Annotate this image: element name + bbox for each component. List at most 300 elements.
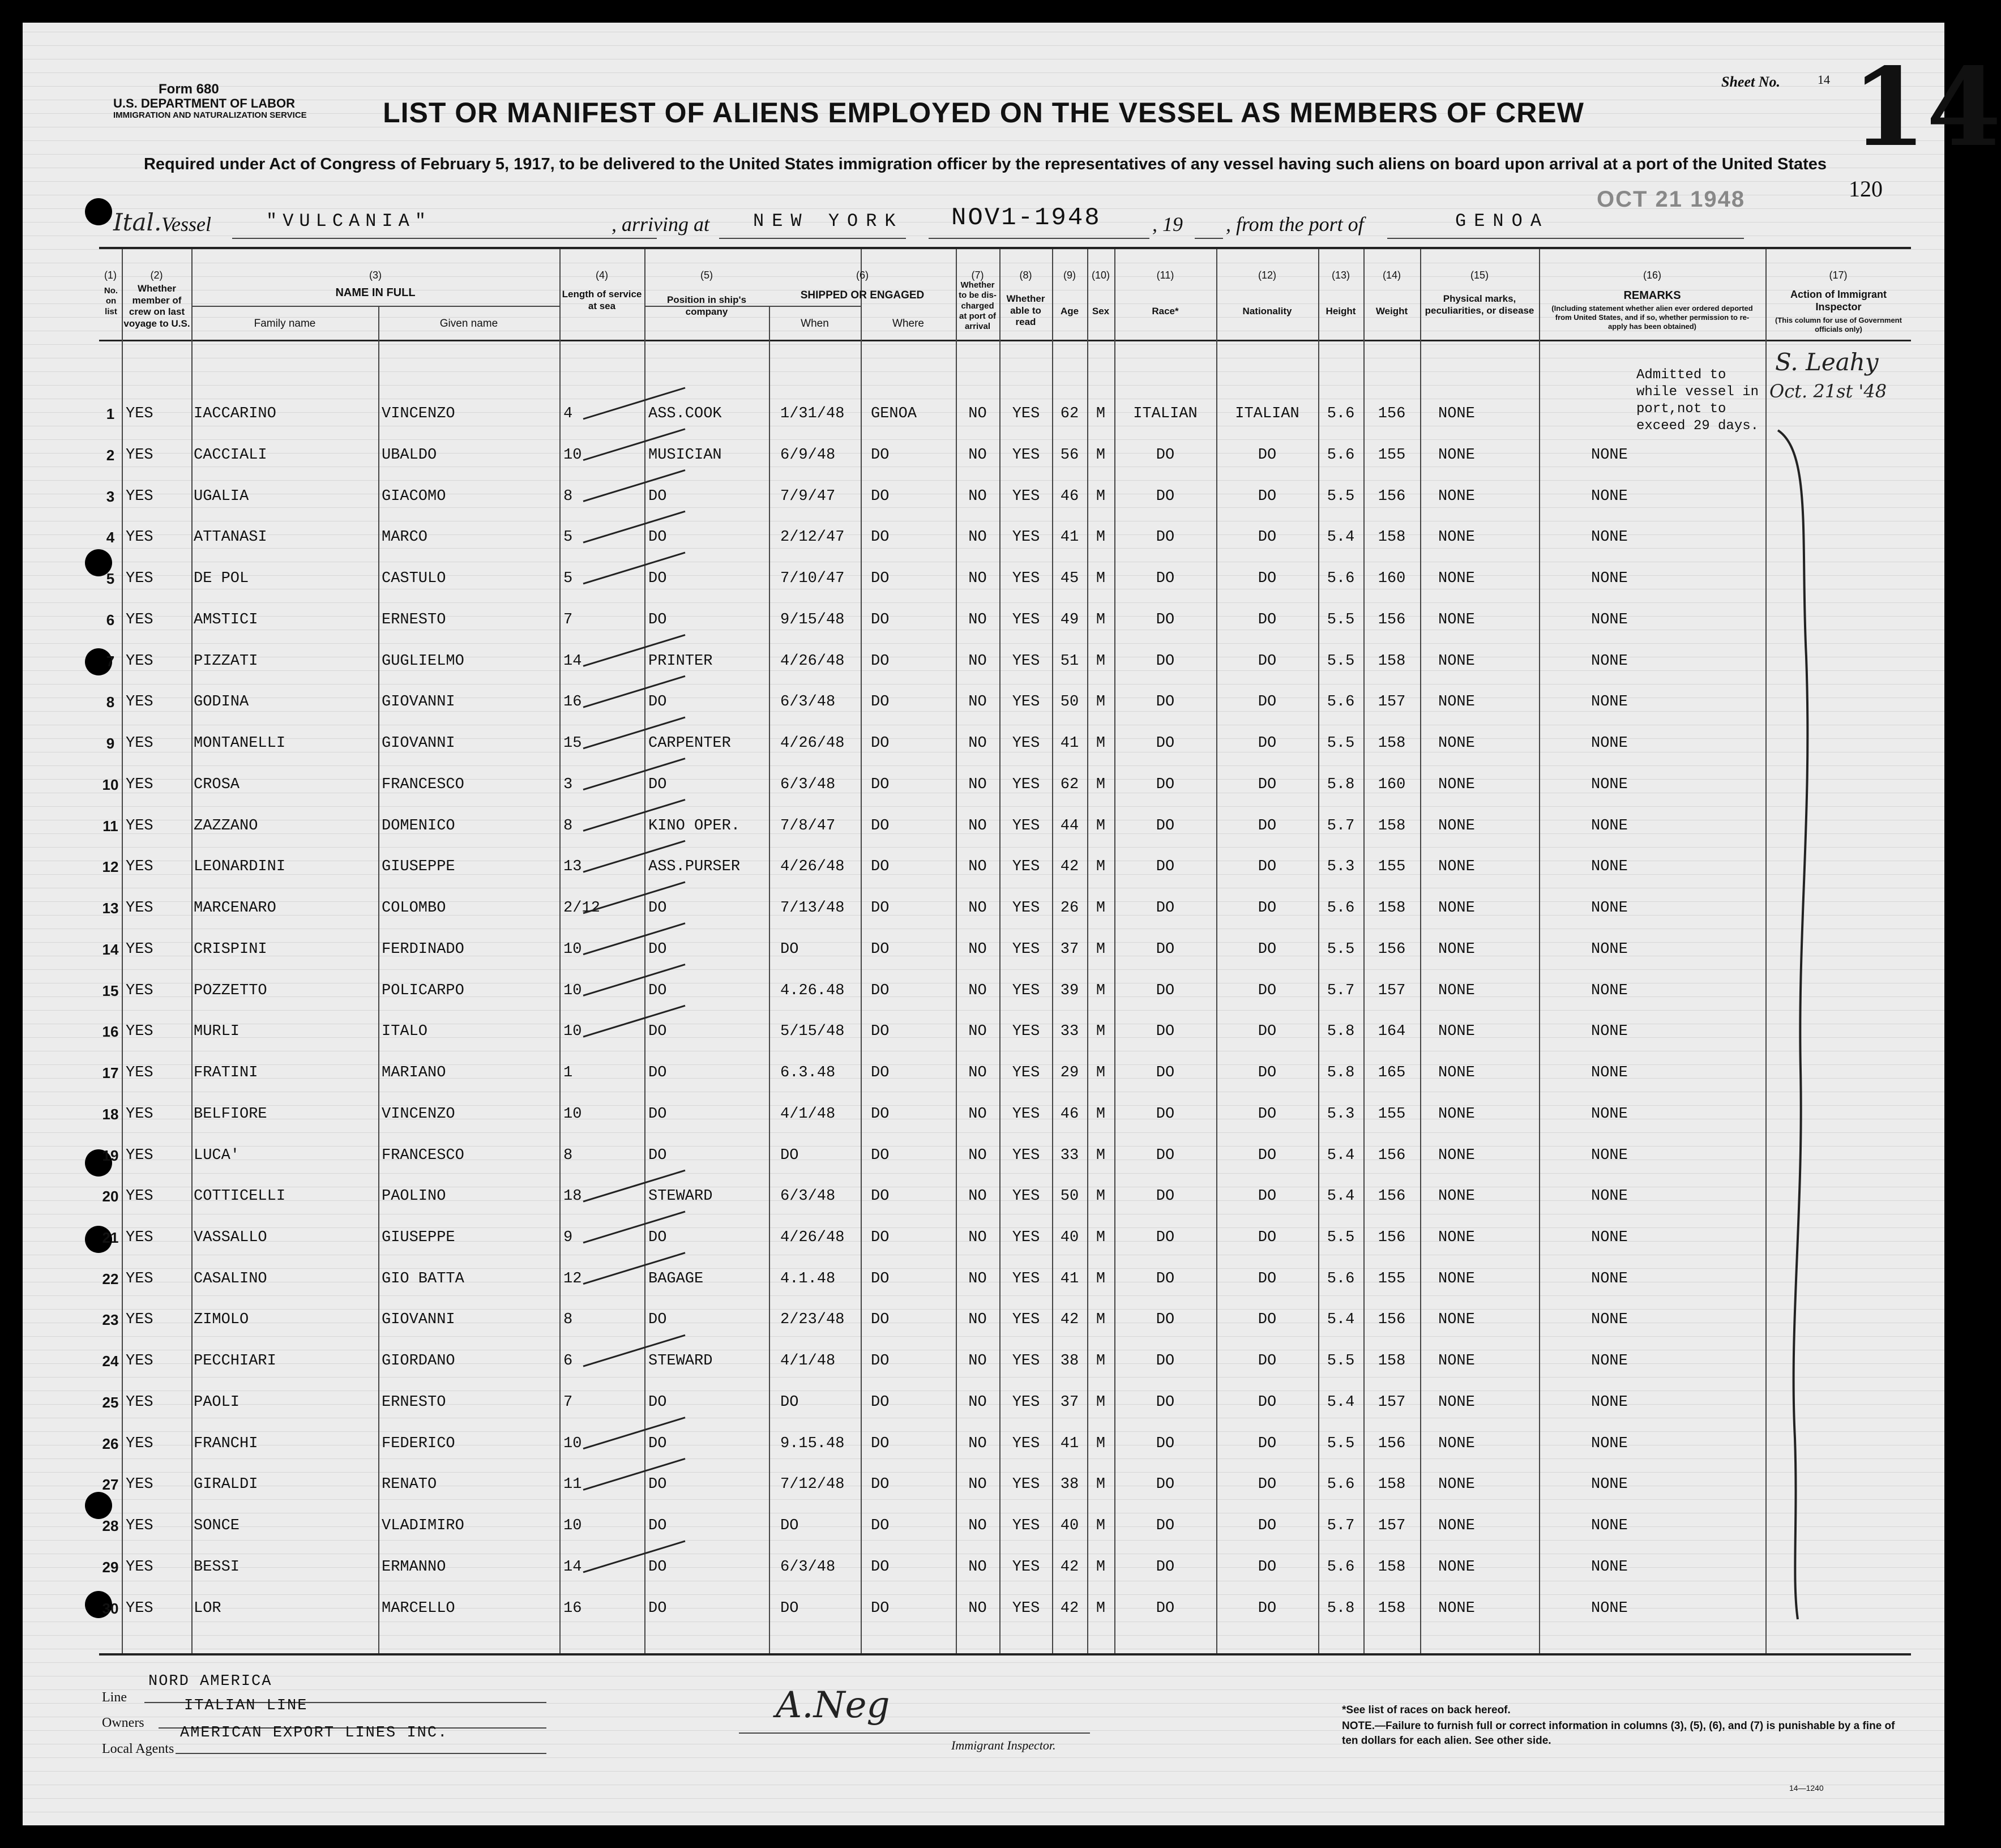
cell-given-name: VINCENZO [382, 405, 455, 422]
cell-family-name: FRATINI [194, 1064, 258, 1081]
cell-physical-marks: NONE [1438, 1229, 1475, 1246]
header-remarks: REMARKS [1623, 289, 1681, 302]
cell-family-name: BESSI [194, 1558, 240, 1576]
cell-service-length: 12 [563, 1270, 582, 1287]
cell-remarks: NONE [1591, 1353, 1628, 1370]
cell-sex: M [1096, 1023, 1106, 1041]
header-age: Age [1060, 306, 1079, 316]
cell-physical-marks: NONE [1438, 817, 1475, 835]
cell-remarks: NONE [1591, 487, 1628, 505]
cell-weight: 156 [1378, 405, 1406, 422]
cell-shipped-when: 6/3/48 [780, 1558, 836, 1576]
cell-discharged: NO [968, 817, 987, 835]
cell-number: 29 [102, 1558, 119, 1576]
cell-height: 5.7 [1327, 982, 1355, 999]
cell-family-name: ZAZZANO [194, 817, 258, 835]
cell-number: 3 [106, 487, 115, 505]
cell-last-voyage: YES [126, 405, 153, 422]
check-mark [583, 964, 685, 995]
cell-sex: M [1096, 940, 1106, 958]
cell-number: 15 [102, 982, 119, 999]
cell-sex: M [1096, 1599, 1106, 1617]
cell-race: DO [1156, 1105, 1175, 1123]
cell-physical-marks: NONE [1438, 529, 1475, 546]
cell-sex: M [1096, 529, 1106, 546]
cell-number: 18 [102, 1105, 119, 1123]
cell-able-to-read: YES [1012, 817, 1040, 835]
cell-remarks: NONE [1591, 1599, 1628, 1617]
cell-number: 7 [106, 652, 115, 670]
cell-nationality: DO [1258, 611, 1277, 628]
cell-number: 28 [102, 1517, 119, 1535]
cell-position: KINO OPER. [648, 817, 741, 835]
cell-weight: 158 [1378, 900, 1406, 917]
cell-sex: M [1096, 1435, 1106, 1452]
cell-remarks: NONE [1591, 1229, 1628, 1246]
departure-port: GENOA [1455, 211, 1550, 232]
cell-discharged: NO [968, 1393, 987, 1411]
cell-remarks: NONE [1591, 1064, 1628, 1081]
cell-service-length: 1 [563, 1064, 573, 1081]
cell-remarks: NONE [1591, 776, 1628, 793]
cell-last-voyage: YES [126, 694, 153, 711]
cell-discharged: NO [968, 1558, 987, 1576]
column-number: (13) [1331, 270, 1350, 281]
table-row [23, 767, 1944, 801]
cell-given-name: GUGLIELMO [382, 652, 464, 670]
cell-number: 20 [102, 1188, 119, 1205]
inspector-initials: S. Leahy [1775, 348, 1879, 376]
cell-position: DO [648, 1435, 667, 1452]
cell-race: DO [1156, 776, 1175, 793]
cell-discharged: NO [968, 1105, 987, 1123]
cell-number: 4 [106, 529, 115, 546]
cell-last-voyage: YES [126, 940, 153, 958]
cell-family-name: PECCHIARI [194, 1353, 276, 1370]
cell-able-to-read: YES [1012, 446, 1040, 464]
cell-physical-marks: NONE [1438, 1353, 1475, 1370]
check-mark [583, 553, 685, 584]
cell-number: 1 [106, 405, 115, 422]
page-subtitle: Required under Act of Congress of February 5, 1917, to be delivered to the United States immigration officer by the representatives of any vessel having such aliens on board upon arrival at a port of the United States [143, 155, 1827, 173]
cell-shipped-where: DO [871, 1517, 890, 1535]
cell-service-length: 8 [563, 1147, 573, 1164]
cell-number: 27 [102, 1476, 119, 1494]
cell-last-voyage: YES [126, 735, 153, 752]
cell-service-length: 10 [563, 1517, 582, 1535]
cell-last-voyage: YES [126, 1558, 153, 1576]
cell-last-voyage: YES [126, 1353, 153, 1370]
check-mark [583, 1335, 685, 1366]
cell-nationality: ITALIAN [1235, 405, 1299, 422]
cell-age: 42 [1060, 1558, 1079, 1576]
cell-family-name: BELFIORE [194, 1105, 267, 1123]
cell-position: DO [648, 900, 667, 917]
cell-service-length: 10 [563, 982, 582, 999]
header-no-on-list: No. on list [104, 286, 118, 316]
cell-family-name: CACCIALI [194, 446, 267, 464]
cell-shipped-where: DO [871, 817, 890, 835]
cell-last-voyage: YES [126, 1147, 153, 1164]
cell-service-length: 10 [563, 1435, 582, 1452]
cell-discharged: NO [968, 1229, 987, 1246]
cell-service-length: 8 [563, 487, 573, 505]
cell-race: DO [1156, 529, 1175, 546]
check-mark [583, 1170, 685, 1201]
cell-shipped-where: DO [871, 1476, 890, 1494]
cell-height: 5.5 [1327, 1435, 1355, 1452]
cell-last-voyage: YES [126, 1064, 153, 1081]
cell-position: STEWARD [648, 1353, 713, 1370]
cell-weight: 155 [1378, 858, 1406, 876]
cell-able-to-read: YES [1012, 1188, 1040, 1205]
cell-service-length: 7 [563, 611, 573, 628]
owners-label: Owners [102, 1716, 144, 1730]
cell-remarks: NONE [1591, 1393, 1628, 1411]
cell-service-length: 14 [563, 652, 582, 670]
cell-shipped-where: GENOA [871, 405, 917, 422]
check-mark [583, 759, 685, 790]
cell-shipped-where: DO [871, 694, 890, 711]
cell-sex: M [1096, 817, 1106, 835]
cell-remarks: NONE [1591, 652, 1628, 670]
cell-sex: M [1096, 1105, 1106, 1123]
cell-given-name: ERNESTO [382, 611, 446, 628]
cell-physical-marks: NONE [1438, 1599, 1475, 1617]
column-number: (2) [150, 270, 163, 281]
cell-given-name: COLOMBO [382, 900, 446, 917]
cell-height: 5.6 [1327, 1558, 1355, 1576]
cell-height: 5.6 [1327, 1270, 1355, 1287]
table-row [23, 1344, 1944, 1378]
cell-weight: 155 [1378, 1105, 1406, 1123]
cell-race: DO [1156, 1353, 1175, 1370]
cell-age: 40 [1060, 1229, 1079, 1246]
cell-given-name: MARCELLO [382, 1599, 455, 1617]
sheet-number-small: 14 [1818, 72, 1830, 87]
cell-race: DO [1156, 735, 1175, 752]
cell-race: DO [1156, 940, 1175, 958]
cell-remarks: NONE [1591, 570, 1628, 587]
cell-shipped-when: 6/3/48 [780, 1188, 836, 1205]
cell-sex: M [1096, 652, 1106, 670]
cell-nationality: DO [1258, 1270, 1277, 1287]
form-code: 14—1240 [1789, 1783, 1824, 1793]
cell-shipped-when: 2/12/47 [780, 529, 845, 546]
cell-nationality: DO [1258, 940, 1277, 958]
cell-height: 5.4 [1327, 1311, 1355, 1329]
cell-nationality: DO [1258, 1517, 1277, 1535]
cell-race: DO [1156, 1558, 1175, 1576]
cell-race: DO [1156, 1393, 1175, 1411]
cell-able-to-read: YES [1012, 940, 1040, 958]
cell-race: ITALIAN [1133, 405, 1198, 422]
cell-given-name: GIOVANNI [382, 1311, 455, 1329]
cell-nationality: DO [1258, 1023, 1277, 1041]
cell-shipped-where: DO [871, 982, 890, 999]
cell-age: 45 [1060, 570, 1079, 587]
cell-physical-marks: NONE [1438, 570, 1475, 587]
cell-family-name: GODINA [194, 694, 249, 711]
line-label: Line [102, 1690, 127, 1705]
cell-height: 5.6 [1327, 405, 1355, 422]
header-where: Where [892, 318, 924, 330]
cell-given-name: FEDERICO [382, 1435, 455, 1452]
cell-remarks: NONE [1591, 1476, 1628, 1494]
cell-family-name: PAOLI [194, 1393, 240, 1411]
date-stamp: OCT 21 1948 [1597, 187, 1746, 212]
cell-physical-marks: NONE [1438, 694, 1475, 711]
cell-discharged: NO [968, 611, 987, 628]
cell-physical-marks: NONE [1438, 1105, 1475, 1123]
cell-last-voyage: YES [126, 817, 153, 835]
cell-physical-marks: NONE [1438, 446, 1475, 464]
cell-position: DO [648, 1023, 667, 1041]
cell-nationality: DO [1258, 1188, 1277, 1205]
cell-family-name: CRISPINI [194, 940, 267, 958]
cell-age: 33 [1060, 1147, 1079, 1164]
cell-nationality: DO [1258, 1599, 1277, 1617]
cell-age: 33 [1060, 1023, 1079, 1041]
cell-service-length: 7 [563, 1393, 573, 1411]
cell-age: 50 [1060, 1188, 1079, 1205]
cell-shipped-when: 4/26/48 [780, 735, 845, 752]
cell-shipped-when: DO [780, 1147, 799, 1164]
cell-shipped-when: 4/1/48 [780, 1105, 836, 1123]
cell-given-name: ERNESTO [382, 1393, 446, 1411]
cell-given-name: ITALO [382, 1023, 428, 1041]
cell-number: 13 [102, 900, 119, 917]
cell-remarks: NONE [1591, 735, 1628, 752]
header-weight: Weight [1375, 306, 1408, 316]
table-row [23, 1591, 1944, 1625]
header-height: Height [1326, 306, 1356, 316]
cell-shipped-when: 7/10/47 [780, 570, 845, 587]
cell-last-voyage: YES [126, 1229, 153, 1246]
cell-age: 29 [1060, 1064, 1079, 1081]
cell-nationality: DO [1258, 446, 1277, 464]
cell-remarks: NONE [1591, 694, 1628, 711]
cell-given-name: VINCENZO [382, 1105, 455, 1123]
cell-shipped-where: DO [871, 1435, 890, 1452]
cell-sex: M [1096, 982, 1106, 999]
cell-height: 5.4 [1327, 1188, 1355, 1205]
cell-remarks: NONE [1591, 858, 1628, 876]
header-discharged: Whether to be dis-charged at port of arrival [959, 280, 997, 332]
cell-family-name: IACCARINO [194, 405, 276, 422]
table-row [23, 1014, 1944, 1048]
cell-height: 5.3 [1327, 1105, 1355, 1123]
cell-physical-marks: NONE [1438, 487, 1475, 505]
cell-remarks: NONE [1591, 1188, 1628, 1205]
cell-weight: 156 [1378, 1229, 1406, 1246]
table-row [23, 973, 1944, 1007]
cell-number: 11 [102, 817, 118, 835]
cell-discharged: NO [968, 982, 987, 999]
cell-shipped-when: 6/3/48 [780, 776, 836, 793]
cell-age: 41 [1060, 529, 1079, 546]
cell-last-voyage: YES [126, 1023, 153, 1041]
cell-race: DO [1156, 1311, 1175, 1329]
cell-given-name: POLICARPO [382, 982, 464, 999]
cell-given-name: ERMANNO [382, 1558, 446, 1576]
cell-position: DO [648, 1105, 667, 1123]
column-number: (11) [1156, 270, 1174, 281]
inspector-signature: A.Neg [776, 1684, 890, 1726]
cell-race: DO [1156, 1517, 1175, 1535]
cell-nationality: DO [1258, 1105, 1277, 1123]
table-row [23, 891, 1944, 925]
cell-last-voyage: YES [126, 446, 153, 464]
cell-nationality: DO [1258, 817, 1277, 835]
cell-shipped-when: 7/12/48 [780, 1476, 845, 1494]
check-mark [583, 1006, 685, 1037]
cell-number: 23 [102, 1311, 119, 1329]
cell-shipped-when: 6/9/48 [780, 446, 836, 464]
cell-height: 5.8 [1327, 776, 1355, 793]
cell-discharged: NO [968, 1188, 987, 1205]
cell-physical-marks: NONE [1438, 900, 1475, 917]
cell-family-name: LOR [194, 1599, 221, 1617]
cell-remarks: NONE [1591, 446, 1628, 464]
cell-able-to-read: YES [1012, 1270, 1040, 1287]
cell-shipped-where: DO [871, 1147, 890, 1164]
cell-last-voyage: YES [126, 611, 153, 628]
inspector-date: Oct. 21st '48 [1769, 380, 1887, 402]
cell-shipped-where: DO [871, 1311, 890, 1329]
cell-age: 40 [1060, 1517, 1079, 1535]
cell-shipped-when: DO [780, 940, 799, 958]
cell-able-to-read: YES [1012, 652, 1040, 670]
table-row [23, 644, 1944, 678]
cell-sex: M [1096, 1517, 1106, 1535]
cell-shipped-when: 5/15/48 [780, 1023, 845, 1041]
cell-age: 42 [1060, 858, 1079, 876]
cell-position: DO [648, 940, 667, 958]
cell-able-to-read: YES [1012, 1599, 1040, 1617]
cell-discharged: NO [968, 529, 987, 546]
cell-service-length: 10 [563, 446, 582, 464]
cell-weight: 158 [1378, 817, 1406, 835]
check-mark [583, 1418, 685, 1449]
cell-age: 51 [1060, 652, 1079, 670]
column-number: (1) [104, 270, 117, 281]
cell-nationality: DO [1258, 1435, 1277, 1452]
cell-number: 9 [106, 735, 115, 752]
cell-service-length: 11 [563, 1476, 582, 1494]
cell-discharged: NO [968, 940, 987, 958]
cell-height: 5.5 [1327, 1353, 1355, 1370]
cell-height: 5.3 [1327, 858, 1355, 876]
cell-number: 12 [102, 858, 119, 876]
cell-last-voyage: YES [126, 1105, 153, 1123]
cell-height: 5.6 [1327, 694, 1355, 711]
check-mark [583, 635, 685, 666]
cell-given-name: GIOVANNI [382, 735, 455, 752]
cell-nationality: DO [1258, 735, 1277, 752]
check-mark [583, 1212, 685, 1243]
local-agents-value: AMERICAN EXPORT LINES INC. [180, 1725, 448, 1742]
cell-last-voyage: YES [126, 900, 153, 917]
check-mark [583, 470, 685, 501]
cell-physical-marks: NONE [1438, 735, 1475, 752]
cell-discharged: NO [968, 1476, 987, 1494]
cell-age: 37 [1060, 1393, 1079, 1411]
cell-able-to-read: YES [1012, 611, 1040, 628]
cell-physical-marks: NONE [1438, 1393, 1475, 1411]
header-physical-marks: Physical marks, peculiarities, or disease [1425, 293, 1534, 316]
cell-able-to-read: YES [1012, 570, 1040, 587]
cell-nationality: DO [1258, 652, 1277, 670]
cell-height: 5.8 [1327, 1599, 1355, 1617]
column-number: (10) [1091, 270, 1110, 281]
cell-position: DO [648, 529, 667, 546]
cell-height: 5.4 [1327, 1393, 1355, 1411]
table-row [23, 1138, 1944, 1172]
cell-height: 5.7 [1327, 817, 1355, 835]
cell-physical-marks: NONE [1438, 776, 1475, 793]
cell-last-voyage: YES [126, 652, 153, 670]
cell-height: 5.5 [1327, 487, 1355, 505]
cell-position: DO [648, 1393, 667, 1411]
cell-able-to-read: YES [1012, 900, 1040, 917]
cell-last-voyage: YES [126, 570, 153, 587]
vessel-flag: Ital. [113, 208, 162, 236]
cell-family-name: FRANCHI [194, 1435, 258, 1452]
check-mark [583, 923, 685, 955]
cell-last-voyage: YES [126, 487, 153, 505]
line-value: NORD AMERICA [148, 1673, 272, 1690]
column-number: (16) [1643, 270, 1661, 281]
cell-discharged: NO [968, 405, 987, 422]
cell-weight: 156 [1378, 1311, 1406, 1329]
cell-age: 44 [1060, 817, 1079, 835]
cell-weight: 157 [1378, 1517, 1406, 1535]
table-row [23, 1261, 1944, 1295]
cell-service-length: 16 [563, 1599, 582, 1617]
table-row [23, 1220, 1944, 1254]
cell-family-name: GIRALDI [194, 1476, 258, 1494]
table-row [23, 726, 1944, 760]
cell-number: 26 [102, 1435, 119, 1452]
column-number: (5) [700, 270, 713, 281]
cell-shipped-where: DO [871, 1353, 890, 1370]
header-when: When [801, 318, 829, 330]
column-number: (6) [856, 270, 869, 281]
cell-age: 42 [1060, 1599, 1079, 1617]
sheet-label: Sheet No. [1721, 74, 1780, 90]
cell-sex: M [1096, 570, 1106, 587]
cell-shipped-where: DO [871, 529, 890, 546]
cell-discharged: NO [968, 487, 987, 505]
year-label: , 19 [1152, 213, 1183, 236]
cell-shipped-where: DO [871, 776, 890, 793]
cell-last-voyage: YES [126, 1188, 153, 1205]
cell-weight: 157 [1378, 694, 1406, 711]
cell-discharged: NO [968, 652, 987, 670]
cell-discharged: NO [968, 1147, 987, 1164]
cell-physical-marks: NONE [1438, 1476, 1475, 1494]
cell-shipped-when: 6.3.48 [780, 1064, 836, 1081]
cell-remarks: NONE [1591, 940, 1628, 958]
cell-nationality: DO [1258, 900, 1277, 917]
cell-sex: M [1096, 1476, 1106, 1494]
cell-shipped-where: DO [871, 1599, 890, 1617]
from-label: , from the port of [1226, 213, 1364, 236]
cell-remarks: NONE [1591, 900, 1628, 917]
cell-family-name: MONTANELLI [194, 735, 286, 752]
cell-shipped-when: 7/13/48 [780, 900, 845, 917]
